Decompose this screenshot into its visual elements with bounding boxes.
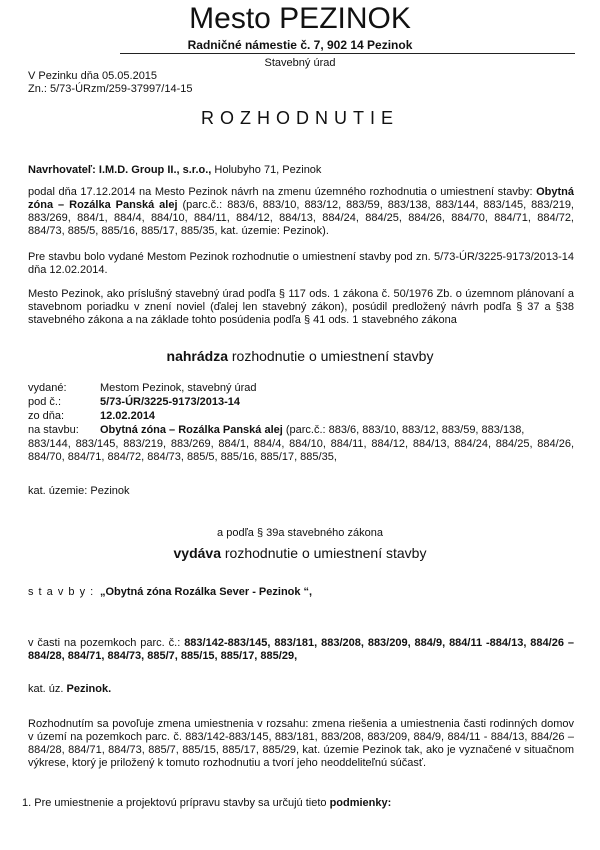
conditions-lead: 1. Pre umiestnenie a projektovú prípravu stavby sa určujú tieto bbox=[22, 797, 330, 809]
replaces-rest: rozhodnutie o umiestnení stavby bbox=[228, 348, 434, 364]
issues-rest: rozhodnutie o umiestnení stavby bbox=[221, 545, 427, 561]
cadastral-lead: kat. úz. bbox=[28, 683, 67, 695]
issues-keyword: vydáva bbox=[173, 545, 221, 561]
header-divider bbox=[120, 53, 575, 54]
conditions-line bbox=[22, 797, 574, 810]
issued-label: vydané: bbox=[28, 382, 67, 394]
reference-number: Zn.: 5/73-ÚRzm/259-37997/14-15 bbox=[28, 83, 193, 95]
parcels-paragraph bbox=[28, 637, 574, 663]
building-parcels-continued: 883/144, 883/145, 883/219, 883/269, 884/1, 884/4, 884/10, 884/11, 884/12, 884/13, 884/24, 884/25, 884/26, 884/70, 884/71, 884/72, 884/73, 885/5, 885/16, 885/17, 885/35, bbox=[28, 438, 574, 463]
law-reference: a podľa § 39a stavebného zákona bbox=[217, 527, 383, 539]
construction-label: s t a v b y : bbox=[28, 586, 95, 598]
building-project: Obytná zóna – Rozálka Panská alej bbox=[100, 424, 283, 436]
number-value: 5/73-ÚR/3225-9173/2013-14 bbox=[100, 396, 241, 408]
building-parcels: (parc.č.: 883/6, 883/10, 883/12, 883/59, 883/138, bbox=[282, 424, 525, 436]
applicant-label: Navrhovateľ: bbox=[28, 164, 96, 176]
paragraph-proposal bbox=[28, 186, 574, 238]
date-label: zo dňa: bbox=[28, 410, 65, 422]
cadastral-area-1: kat. územie: Pezinok bbox=[28, 485, 130, 497]
parcels-lead: v časti na pozemkoch parc. č.: bbox=[28, 637, 185, 649]
applicant-address: Holubyho 71, Pezinok bbox=[211, 164, 322, 176]
paragraph-previous-decision: Pre stavbu bolo vydané Mestom Pezinok rozhodnutie o umiestnení stavby pod zn. 5/73-ÚR/3225-9173/2013-14 dňa 12.02.2014. bbox=[28, 251, 574, 276]
replaces-heading bbox=[0, 348, 600, 365]
number-label: pod č.: bbox=[28, 396, 62, 408]
replaces-keyword: nahrádza bbox=[166, 348, 228, 364]
city-title: Mesto PEZINOK bbox=[189, 2, 411, 35]
paragraph-authority: Mesto Pezinok, ako príslušný stavebný úrad podľa § 117 ods. 1 zákona č. 50/1976 Zb. o územnom plánovaní a stavebnom poriadku v znení noviel (ďalej len stavebný zákon), posúdil predložený návrh podľa § 37 a §38 stavebného zákona a na základe tohto posúdenia podľa § 41 ods. 1 stavebného zákona bbox=[28, 288, 574, 326]
office-name: Stavebný úrad bbox=[264, 57, 336, 69]
proposal-lead: podal dňa 17.12.2014 na Mesto Pezinok návrh na zmenu územného rozhodnutia o umiestnení stavby: bbox=[28, 186, 533, 198]
proposal-project: Obytná zóna – Rozálka Panská alej bbox=[28, 186, 574, 211]
cadastral-area-2 bbox=[28, 683, 111, 696]
issued-value: Mestom Pezinok, stavebný úrad bbox=[100, 382, 257, 394]
paragraph-permit: Rozhodnutím sa povoľuje zmena umiestnenia v rozsahu: zmena riešenia a umiestnenia časti rodinných domov v území na pozemkoch parc. č. 883/142-883/145, 883/181, 883/208, 883/209, 884/9, 884/11 - 884/13, 884/26 – 884/28, 884/71, 884/73, 885/7, 885/15, 885/17, 885/29, kat. územie Pezinok tak, ako je vyznačené v situačnom výkrese, ktorý je priložený k tomuto rozhodnutiu a tvorí jeho neoddeliteľnú súčasť. bbox=[28, 718, 574, 769]
cadastral-name: Pezinok. bbox=[66, 683, 112, 695]
conditions-keyword: podmienky: bbox=[329, 797, 392, 809]
proposal-parcels: (parc.č.: 883/6, 883/10, 883/12, 883/59, 883/138, 883/144, 883/145, 883/219, 883/269, 884/1, 884/4, 884/10, 884/11, 884/12, 884/13, 884/24, 884/25, 884/26, 884/70, 884/71, 884/72, 884/73, 885/5, 885/16, 885/17, 885/35, kat. územie: Pezinok). bbox=[28, 199, 574, 237]
date-line: V Pezinku dňa 05.05.2015 bbox=[28, 70, 158, 82]
city-address: Radničné námestie č. 7, 902 14 Pezinok bbox=[187, 38, 413, 52]
construction-name: „Obytná zóna Rozálka Sever - Pezinok “, bbox=[100, 586, 313, 598]
parcels-list: 883/142-883/145, 883/181, 883/208, 883/209, 884/9, 884/11 -884/13, 884/26 – 884/28, 884/71, 884/73, 885/7, 885/15, 885/17, 885/29, bbox=[28, 637, 574, 662]
date-value: 12.02.2014 bbox=[100, 410, 156, 422]
building-value bbox=[100, 424, 574, 437]
document-title: ROZHODNUTIE bbox=[201, 108, 399, 128]
building-label: na stavbu: bbox=[28, 424, 79, 436]
applicant-name: I.M.D. Group II., s.r.o., bbox=[98, 164, 212, 176]
issues-heading bbox=[0, 545, 600, 562]
applicant-line bbox=[28, 164, 574, 177]
